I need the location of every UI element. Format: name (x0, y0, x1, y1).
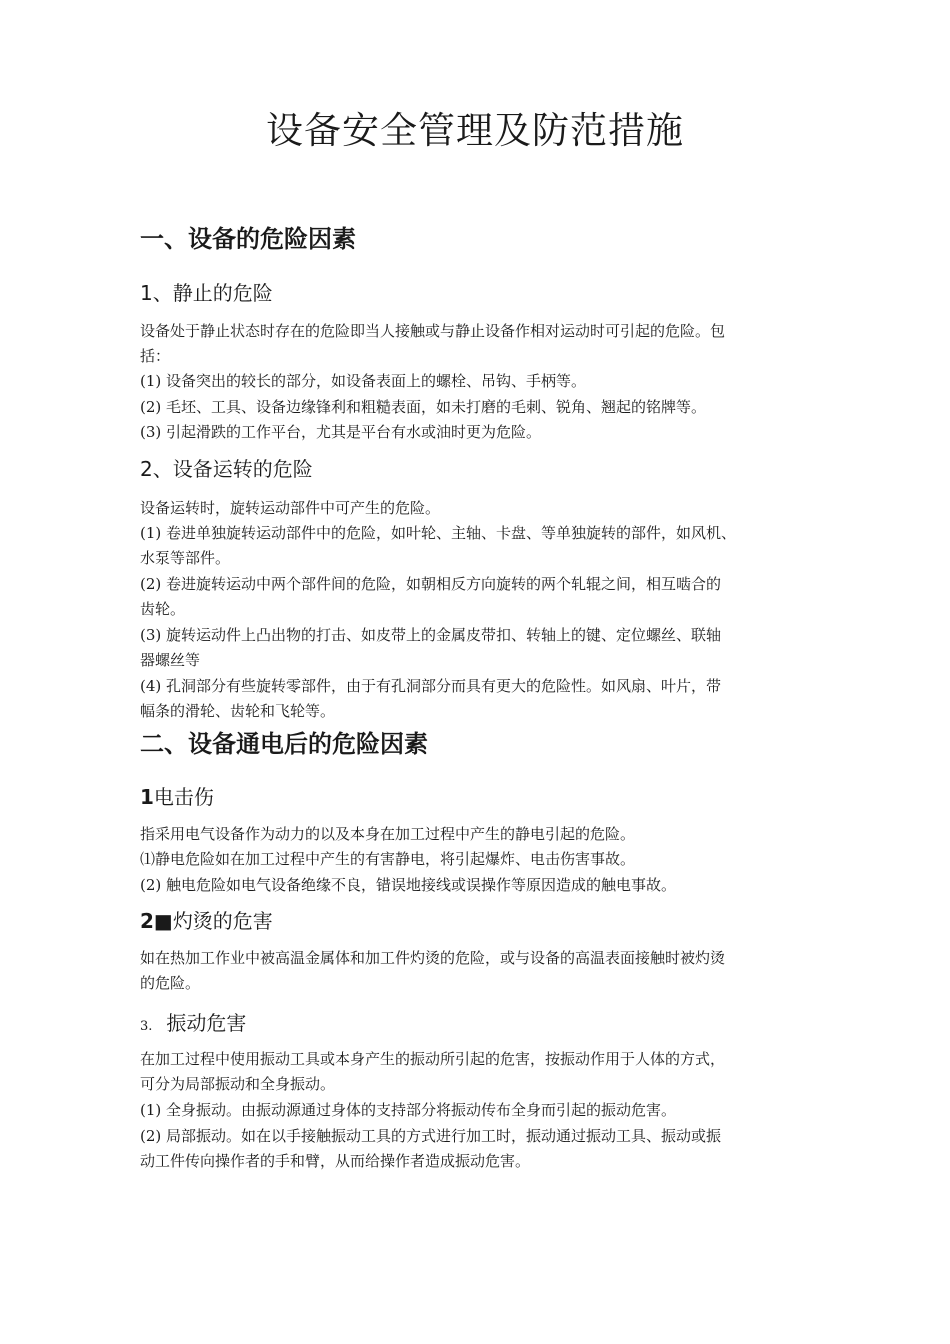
paragraph-line: (2) 触电危险如电气设备绝缘不良，错误地接线或误操作等原因造成的触电事故。 (140, 876, 677, 894)
paragraph-line: (3) 旋转运动件上凸出物的打击、如皮带上的金属皮带扣、转轴上的键、定位螺丝、联轴 (140, 626, 722, 644)
heading-number: 2■ (140, 909, 173, 933)
paragraph-line: 可分为局部振动和全身振动。 (140, 1075, 336, 1093)
section-2-1-heading (140, 783, 214, 811)
paragraph-line: (1) 设备突出的较长的部分，如设备表面上的螺栓、吊钩、手柄等。 (140, 372, 587, 390)
paragraph-line: (4) 孔洞部分有些旋转零部件，由于有孔洞部分而具有更大的危险性。如风扇、叶片，带 (140, 677, 722, 695)
section-1-1-heading: 1、静止的危险 (140, 281, 273, 305)
heading-number: 3. (140, 1019, 153, 1034)
paragraph-line: 的危险。 (140, 974, 201, 992)
paragraph-line: 如在热加工作业中被高温金属体和加工件灼烫的危险，或与设备的高温表面接触时被灼烫 (140, 949, 726, 967)
paragraph-line: 设备处于静止状态时存在的危险即当人接触或与静止设备作相对运动时可引起的危险。包 (140, 322, 726, 340)
paragraph-line: 设备运转时，旋转运动部件中可产生的危险。 (140, 499, 441, 517)
paragraph-line: (2) 卷进旋转运动中两个部件间的危险，如朝相反方向旋转的两个轧辊之间，相互啮合的 (140, 575, 722, 593)
section-2-heading: 二、设备通电后的危险因素 (140, 730, 428, 758)
heading-number: 1 (140, 785, 154, 809)
paragraph-line: 幅条的滑轮、齿轮和飞轮等。 (140, 702, 336, 720)
paragraph-line: (1) 全身振动。由振动源通过身体的支持部分将振动传布全身而引起的振动危害。 (140, 1101, 677, 1119)
paragraph-line: 指采用电气设备作为动力的以及本身在加工过程中产生的静电引起的危险。 (140, 825, 636, 843)
heading-text: 灼烫的危害 (172, 909, 273, 933)
paragraph-line: ⑴静电危险如在加工过程中产生的有害静电，将引起爆炸、电击伤害事故。 (140, 850, 636, 868)
heading-text: 振动危害 (166, 1011, 247, 1035)
paragraph-line: (2) 局部振动。如在以手接触振动工具的方式进行加工时，振动通过振动工具、振动或振 (140, 1127, 722, 1145)
paragraph-line: 动工件传向操作者的手和臂，从而给操作者造成振动危害。 (140, 1152, 531, 1170)
paragraph-line: 齿轮。 (140, 600, 186, 618)
section-1-heading: 一、设备的危险因素 (140, 225, 356, 253)
paragraph-line: 括： (140, 347, 171, 365)
paragraph-line: (3) 引起滑跌的工作平台，尤其是平台有水或油时更为危险。 (140, 423, 542, 441)
paragraph-line: (2) 毛坯、工具、设备边缘锋利和粗糙表面，如未打磨的毛刺、锐角、翘起的铭牌等。 (140, 398, 707, 416)
heading-text: 电击伤 (153, 785, 214, 809)
page-title: 设备安全管理及防范措施 (266, 109, 684, 152)
paragraph-line: 水泵等部件。 (140, 549, 231, 567)
section-2-2-heading (140, 907, 273, 935)
paragraph-line: 在加工过程中使用振动工具或本身产生的振动所引起的危害，按振动作用于人体的方式， (140, 1050, 726, 1068)
section-2-3-heading (140, 1009, 246, 1041)
paragraph-line: (1) 卷进单独旋转运动部件中的危险，如叶轮、主轴、卡盘、等单独旋转的部件，如风机、 (140, 524, 737, 542)
paragraph-line: 器螺丝等 (140, 651, 201, 669)
section-1-2-heading: 2、设备运转的危险 (140, 457, 313, 481)
